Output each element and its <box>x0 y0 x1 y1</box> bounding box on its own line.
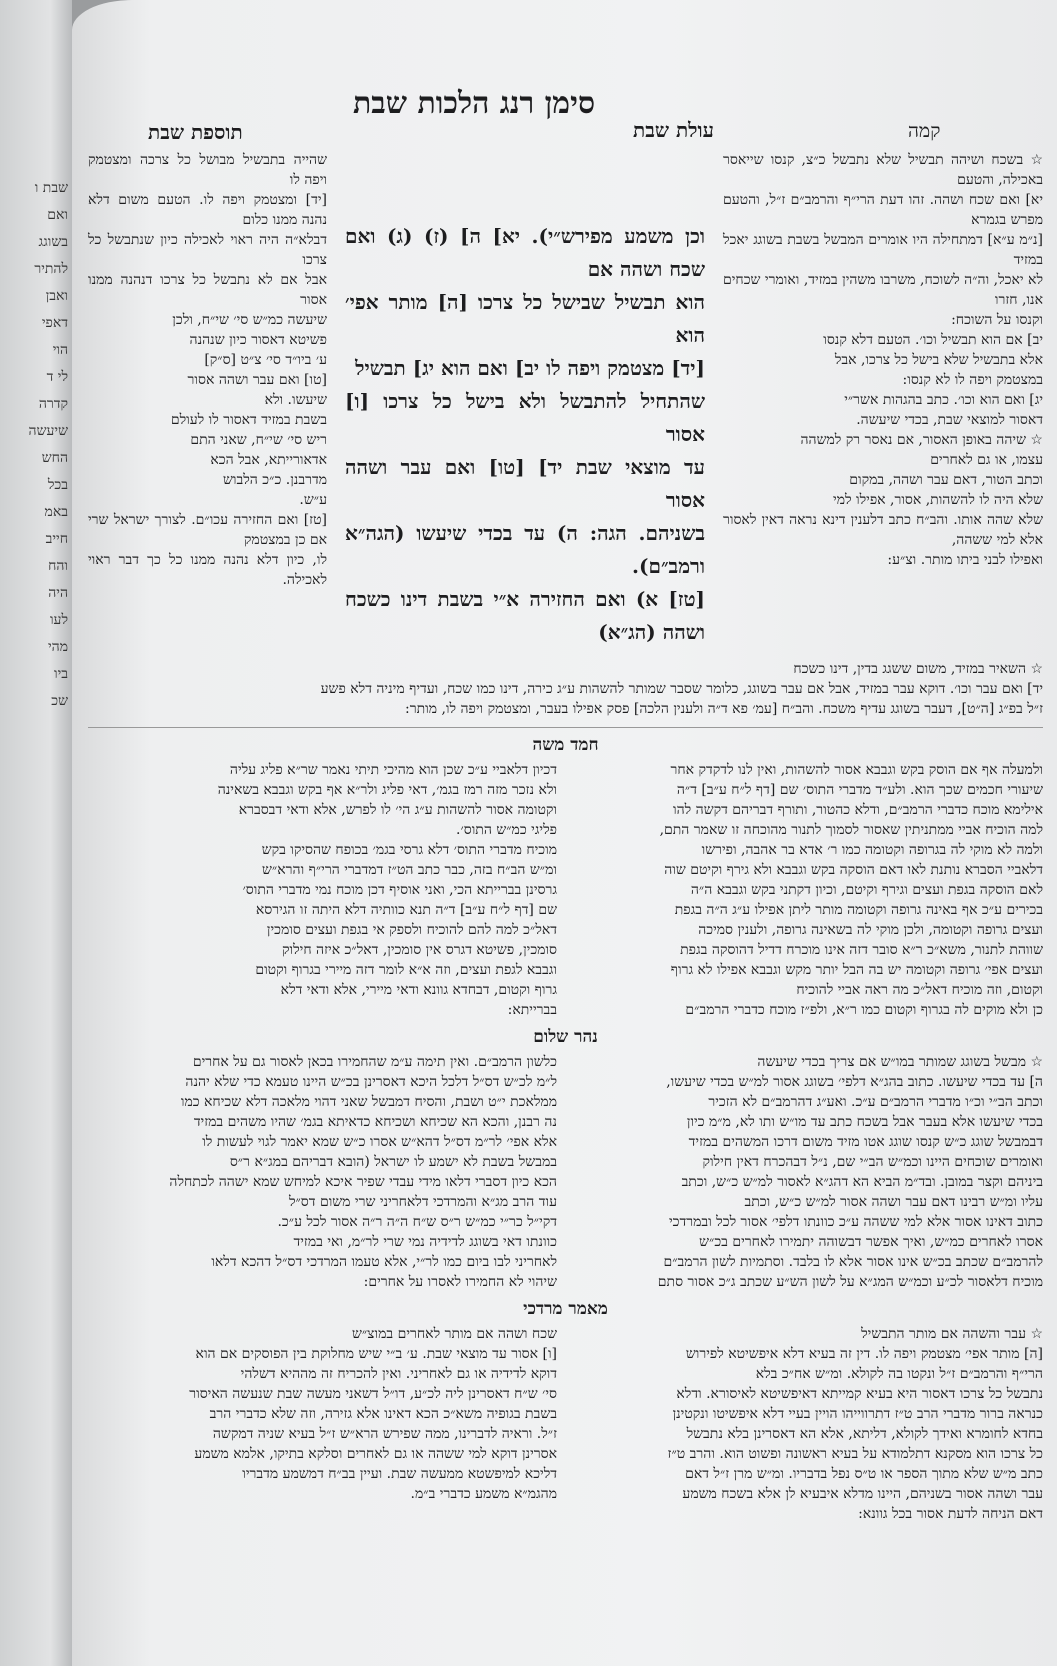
text-line: דאסור למוצאי שבת, בכדי שיעשה. <box>856 412 1043 428</box>
text-line: ואומרים שוכחים היינו וכמ״ש הב״י שם, נ״ל דבהכרח דאין חילוק <box>702 1154 1043 1170</box>
text-line: בכדי שיעשו אלא בעבר אבל בשכח כתב עד מו״ש ותו לא, מ״מ כיון <box>686 1114 1043 1130</box>
text-line: בכירים ע״כ אף באינה גרופה וקטומה מותר ליתן אפילו ע״ג ה״ה בגפת <box>674 902 1043 918</box>
chemed-moshe-right-column <box>575 760 1043 1020</box>
text-line: דקי״ל כר״י כמ״ש ר״ס ש״ח ה״ה ר״ה אסור לכל ע״כ. <box>277 1214 557 1230</box>
text-line: עבר ושהה אסור בשניהם, היינו מדלא איבעיא לן אלא בשכח משמע <box>682 1486 1043 1502</box>
text-line: ה] עד בכדי שיעשו. כתוב בהג״א דלפי׳ בשוגג אסור למ״ש בכדי שיעשו, <box>666 1074 1043 1090</box>
text-line: [ה] מותר אפי׳ מצטמק ויפה לו. דין זה בעיא דלא איפשיטא לפירוש <box>685 1346 1043 1362</box>
text-line: בברייתא: <box>507 1002 557 1018</box>
text-line: ומ״ש הב״ח בזה, כבר כתב הט״ז דמדברי הרי״ף והרא״ש <box>262 862 557 878</box>
text-line: ולמעלה אף אם הוסק בקש וגבבא אסור להשהות, ואין לנו לדקדק אחר <box>670 762 1043 778</box>
text-line: יא] ואם שכח ושהה. זהו דעת הרי״ף והרמב״ם ז״ל, והטעם מפרש בגמרא <box>723 192 1043 228</box>
text-line: שהייה בתבשיל מבושל כל צרכה ומצטמק ויפה לו <box>88 152 327 188</box>
text-line: סי׳ ש״ח דאסרינן ליה לכ״ע, דו״ל דשאני מעשה שבת שנעשה האיסור <box>189 1386 557 1402</box>
text-line: גרסינן בברייתא הכי, ואני אוסיף דכן מוכח נמי מדברי התוס׳ <box>242 882 557 898</box>
text-line: במבשל בשבת לא ישמע לו ישראל (הובא דבריהם במג״א ר״ס <box>229 1154 557 1170</box>
nahar-shalom-section <box>88 1052 1043 1292</box>
text-line: וכתב הטור, דאם עבר ושהה, במקום <box>849 472 1043 488</box>
main-text <box>345 220 705 649</box>
text-line: יב] אם הוא תבשיל וכו׳. הטעם דלא קנסו <box>823 332 1043 348</box>
text-line: ☆ עבר והשהה אם מותר התבשיל <box>861 1326 1043 1342</box>
text-line: מוכיח מדברי התוס׳ דלא גרסי בגמ׳ בכופח שהסיקו בקש <box>261 842 557 858</box>
previous-page-text <box>4 175 68 715</box>
text-line: דבמבשל שוגג כ״ש קנסו שוגג אטו מזיד משום דרכו המשהים במזיד <box>688 1134 1043 1150</box>
text-line: כן ולא מוקים לה בגרוף וקטום כמו ר״א, ולפ״ז מוכח כדברי הרמב״ם <box>685 1002 1043 1018</box>
text-line: ☆ השאיר במזיד, משום ששגג בדין, דינו כשכח <box>793 661 1043 677</box>
tosefet-shabbat-commentary <box>88 150 327 590</box>
maamar-mordechai-title: מאמר מרדכי <box>523 1299 608 1319</box>
text-line: דלאביי הסברא נותנת לאו דאם הוסקה בקש וגבבא ולא גירף וקיטם שוה <box>664 862 1043 878</box>
page-header <box>88 80 1043 150</box>
text-line: ז״ל בפ״ג [ה״ט], דעבר בשוגג עדיף משכח. והב״ח [עמ׳ פא ד״ה ולענין הלכה] פסק אפילו בעבר, ומצטמק ויפה לו, מותר: <box>405 701 1043 717</box>
page-content <box>88 80 1043 1524</box>
text-line: שיעורי חכמים שכך הוא. ולע״ד מדברי התוס׳ שם [דף ל״ח ע״ב] ד״ה <box>676 782 1043 798</box>
text-line: כל צרכו הוא מסקנא דתלמודא על בעיא ראשונה ופשוט הוא. והרב ט״ז <box>667 1446 1043 1462</box>
maamar-mordechai-left-column <box>89 1324 557 1504</box>
text-line: פשיטא דאסור כיון שנהנה <box>189 332 327 348</box>
text-line: בכל <box>47 477 68 493</box>
full-width-note <box>88 659 1043 719</box>
text-line: פליגי כמ״ש התוס׳. <box>456 822 557 838</box>
text-line: [יד] ומצטמק ויפה לו. הטעם משום דלא נהנה ממנו כלום <box>88 192 327 228</box>
text-line: וכתב הב״י וכ״ו מדברי הרמב״ם ע״כ. ואע״ג דהרמב״ם לא הזכיר <box>708 1094 1043 1110</box>
text-line: גרוף וקטום, דבחדא גוונא ודאי מיירי, אלא ודאי דלא <box>280 982 557 998</box>
text-line: בשבת בגופיה משא״כ הכא דאינו אלא גזירה, וזה שלא כדברי הרב <box>209 1406 557 1422</box>
text-line: ואם <box>47 207 68 223</box>
text-line: למה הוכיח אביי ממתניתין שאסור לסמוך לתנור מהוכחה זו שאמר התם, <box>659 822 1043 838</box>
text-line: לא יאכל, וה״ה לשוכח, משרבו משהין במזיד, ואומרי שכחים אנו, חזרו <box>723 272 1043 308</box>
text-line: דבלא״ה היה ראוי לאכילה כיון שנתבשל כל צרכו <box>88 232 327 268</box>
text-line: לו, כיון דלא נהנה ממנו כל כך דבר ראוי לאכילה. <box>88 552 327 588</box>
text-line: אילימא מוכח כדברי הרמב״ם, ודלא כהטור, ותורף דבריהם דקשה להו <box>673 802 1043 818</box>
text-line: ולא נזכר מזה רמז בגמ׳, דאי פליג ולר״א אף בקש וגבבא בשאינה <box>217 782 557 798</box>
text-line: [טז] א) ואם החזירה א״י בשבת דינו כשכח ושהה (הג״א) <box>345 587 705 644</box>
olat-shabbat-commentary <box>723 150 1043 570</box>
page-number: קמה <box>908 120 941 142</box>
text-line: וקטומה אסור להשהות ע״ג הי׳ לו לפרש, אלא ודאי דבסברא <box>238 802 557 818</box>
text-line: דכיון דלאביי ע״כ שכן הוא מהיכי תיתי נאמר שר״א פליג עליה <box>229 762 557 778</box>
text-line: שכ <box>51 693 68 709</box>
text-line: עליו ומ״ש רבינו דאם עבר ושהה אסור למ״ש כ״ש, וכתב <box>744 1194 1043 1210</box>
text-line: ממלאכת י״ט ושבת, והסיח דמבשל שאני דהוי מלאכה דלא שכיחא כמו <box>180 1094 557 1110</box>
text-line: בשוגג <box>38 234 68 250</box>
text-line: [ו] אסור עד מוצאי שבת. ע׳ ב״י שיש מחלוקת בין הפוסקים אם הוא <box>195 1346 557 1362</box>
text-line: ע׳ ביו״ד סי׳ צ״ט [ס״ק] <box>204 352 327 368</box>
text-line: [טו] ואם עבר ושהה אסור <box>187 372 327 388</box>
nahar-shalom-left-column <box>89 1052 557 1292</box>
text-line: ☆ שיהה באופן האסור, אם נאסר רק למשהה <box>800 432 1043 448</box>
text-line: היה <box>48 585 68 601</box>
text-line: לאחריני לבו ביום כמו לר״י, אלא טעמו המרדכי דס״ל דהכא דלאו <box>211 1254 557 1270</box>
nahar-shalom-right-column <box>575 1052 1043 1292</box>
left-commentary-title: תוספת שבת <box>148 120 243 144</box>
text-line: ביניהם וקצר במובן. ובד״מ הביא הא דהג״א לאסור למ״ש כ״ש, וכתב <box>681 1174 1043 1190</box>
text-line: בשניהם. הגה: ה) עד בכדי שיעשו (הגה״א ורמב״ם). <box>345 521 705 578</box>
text-line: אלא בתבשיל שלא בישל כל צרכו, אבל <box>834 352 1043 368</box>
divider <box>88 727 1043 728</box>
text-line: וכן משמע מפירש״י). יא] ה] (ז) (ג) ואם שכח ושהה אם <box>345 224 705 281</box>
text-line: שיעשה כמ״ש סי׳ שי״ח, ולכן <box>172 312 327 328</box>
text-line: עצמו, או גם לאחרים <box>930 452 1043 468</box>
text-line: אבל אם לא נתבשל כל צרכו דנהנה ממנו אסור <box>88 272 327 308</box>
text-line: הרי״ף והרמב״ם ז״ל ונקטו בה לקולא. ומ״ש אח״כ בלא <box>755 1366 1043 1382</box>
text-line: דליכא למיפשטא ממעשה שבת. ועיין בב״ח דמשמע מדבריו <box>242 1466 557 1482</box>
text-line: נתבשל כל צרכו דאסור היא בעיא קמייתא דאיפשיטא לאיסורא. ודלא <box>676 1386 1043 1402</box>
right-commentary-title: עולת שבת <box>633 118 714 142</box>
text-line: מהי <box>47 639 68 655</box>
chemed-moshe-left-column <box>89 760 557 1020</box>
text-line: שיעשו. ולא <box>264 392 327 408</box>
text-line: דאם הניחה לדעת אסור בכל גוונא: <box>858 1506 1043 1522</box>
text-line: כלשון הרמב״ם. ואין תימה ע״מ שהחמירו בכאן לאסור גם על אחרים <box>192 1054 557 1070</box>
text-line: יד] ואם עבר וכו׳. דוקא עבר במזיד, אבל אם עבר בשוגג, כלומר שסבר שמותר להשהות ע״ג כירה, דינו כמו שכח, ועדיף מיניה דלא פשע <box>320 681 1043 697</box>
maamar-mordechai-right-column <box>575 1324 1043 1524</box>
text-line: להתיר <box>34 261 68 277</box>
text-line: כנראה ברור מדברי הרב ט״ז דתרווייהו הויין בעיי דלא איפשיטו ונקטינן <box>672 1406 1043 1422</box>
text-line: ועצים אפי׳ גרופה וקטומה יש בה הבל יותר מקש וגבבא אפילו לא גרוף <box>670 962 1043 978</box>
text-line: שלא שהה אותו. והב״ח כתב דלענין דינא נראה דאין לאסור אלא למי ששהה, <box>723 512 1043 548</box>
text-line: ע״ש. <box>299 492 327 508</box>
chemed-moshe-title: חמד משה <box>532 735 599 755</box>
text-line: עוד הרב מג״א והמרדכי דלאחריני שרי משום דס״ל <box>288 1194 557 1210</box>
text-line: דוקא לדידיה או גם לאחריני. ואין להכריח זה מההיא דשלהי <box>240 1366 557 1382</box>
text-line: וקטום, וזה מוכיח דאל״כ מה ראה אביי להוכיח <box>796 982 1043 998</box>
text-line: שווהת לתנור, משא״כ ר״א סובר דזה אינו מוכרח דדיל דהוסקה בגפת <box>680 942 1043 958</box>
text-line: אסרינן דוקא למי ששהה או גם לאחרים וסלקא בתיקו, אלמא משמע <box>194 1446 557 1462</box>
text-line: [יד] מצטמק ויפה לו יב] ואם הוא יג] תבשיל <box>355 356 705 380</box>
text-line: כוונתו דאי בשוגג לדידיה נמי שרי לר״מ, ואי במזיד <box>293 1234 557 1250</box>
text-line: החש <box>41 450 68 466</box>
text-line: במצטמק ויפה לו לא קנסו: <box>902 372 1043 388</box>
text-line: ואבן <box>45 288 68 304</box>
text-line: שלא היה לו להשהות, אסור, אפילו למי <box>833 492 1043 508</box>
text-line: לאם הוסקה בגפת ועצים וגירף וקיטם, וכיון דקתני בקש וגבבא ה״ה <box>690 882 1043 898</box>
text-line: בשבת במזיד דאסור לו לעולם <box>170 412 327 428</box>
text-line: שיהוי לא החמירו לאסרו על אחרים: <box>363 1274 557 1290</box>
text-line: ל״מ לכ״ש דס״ל דלכל היכא דאסרינן בכ״ש היינו טעמא כדי שלא יהנה <box>185 1074 557 1090</box>
nahar-shalom-title: נהר שלום <box>533 1027 598 1047</box>
text-line: קדרה <box>38 396 68 412</box>
text-line: אדאורייתא, אבל הכא <box>210 452 327 468</box>
text-line: בחדא לחומרא ואידך לקולא, דליתא, אלא הא דאסרינן בלא נתבשל <box>686 1426 1043 1442</box>
text-line: וגבבא לגפת ועצים, וזה א״א לומר דזה מיירי בגרוף וקטום <box>255 962 557 978</box>
text-line: הכא כיון דסברי דלאו מידי עבדי שפיר איכא למיחש שמא ישהה לכתחלה <box>169 1174 557 1190</box>
text-line: שיעשה <box>28 423 68 439</box>
text-line: נה רבנן, והכא הא שכיחא ושכיחא כדאיתא בגמ׳ שהיו משהים במזיד <box>193 1114 557 1130</box>
text-line: [נ״מ ע״א] דמתחילה היו אומרים המבשל בשבת בשוגג יאכל במזיד <box>723 232 1043 268</box>
text-line: ולמה לא מוקי לה בגרופה וקטומה כמו ר׳ אדא בר אהבה, ופירשו <box>701 842 1043 858</box>
previous-page-edge <box>0 0 72 1666</box>
text-line: דאפי <box>41 315 68 331</box>
text-line: ואפילו לבני ביתו מותר. וצ״ע: <box>887 552 1043 568</box>
text-line: מוכיח דלאסור לכ״ע וכמ״ש המג״א על לשון הש״ע שכתב ג״כ אסור סתם <box>657 1274 1043 1290</box>
text-line: להרמב״ם שכתב בכ״ש אינו אסור אלא לו בלבד. וסתמיות לשון הרמב״ם <box>663 1254 1043 1270</box>
text-line: סומכין, פשיטא דגרס אין סומכין, דאל״כ איזה חילוק <box>282 942 557 958</box>
text-line: הוי <box>52 342 68 358</box>
text-line: שבת ו <box>34 180 68 196</box>
text-line: ז״ל. וראיה לדברינו, ממה שפירש הרא״ש ז״ל בעיא שניה דמקשה <box>212 1426 557 1442</box>
text-line: והח <box>48 558 68 574</box>
text-line: מהגמ״א משמע כדברי ב״מ. <box>410 1486 557 1502</box>
text-line: ריש סי׳ שי״ח, שאני התם <box>190 432 327 448</box>
text-line: יג] ואם הוא וכו׳. כתב בהגהות אשר״י <box>844 392 1043 408</box>
text-line: ☆ בשכח ושיהה תבשיל שלא נתבשל כ״צ, קנסו שייאסר באכילה, והטעם <box>723 152 1043 188</box>
chemed-moshe-section <box>88 760 1043 1020</box>
text-line: מדרבנן. כ״כ הלבוש <box>223 472 327 488</box>
text-line: לי ד <box>46 369 68 385</box>
text-line: שם [דף ל״ח ע״ב] ד״ה תנא כוותיה דלא היתה זו הגירסא <box>255 902 557 918</box>
text-line: ☆ מבשל בשוגג שמותר במו״ש אם צריך בכדי שיעשה <box>757 1054 1043 1070</box>
top-section <box>88 150 1043 649</box>
text-line: באמ <box>44 504 68 520</box>
text-line: אסרו לאחרים כמ״ש, ואיך אפשר דבשוהה יתמירו לאחרים בכ״ש <box>699 1234 1043 1250</box>
text-line: אלא אפי׳ לר״מ דס״ל דהא״ש אסרו כ״ש שמא יאמר לגוי לעשות לו <box>202 1134 557 1150</box>
text-line: ביו <box>54 666 68 682</box>
maamar-mordechai-section <box>88 1324 1043 1524</box>
text-line: הוא תבשיל שבישל כל צרכו [ה] מותר אפי׳ הוא <box>345 290 705 347</box>
text-line: כתוב דאינו אסור אלא למי ששהה ע״כ כוונתו דלפי׳ אסור לכל ובמרדכי <box>668 1214 1043 1230</box>
text-line: [טז] ואם החזירה עכו״ם. לצורך ישראל שרי אם כן במצטמק <box>88 512 327 548</box>
text-line: חייב <box>45 531 68 547</box>
text-line: עד מוצאי שבת יד] [טו] ואם עבר ושהה אסור <box>345 455 705 512</box>
text-line: וקנסו על השוכח: <box>951 312 1043 328</box>
text-line: שכח ושהה אם מותר לאחרים במוצ״ש <box>351 1326 557 1342</box>
text-line: כתב מ״ש שלא מתוך הספר או ט״ס נפל בדבריו. ומ״ש מרן ז״ל דאם <box>685 1466 1043 1482</box>
text-line: לעו <box>49 612 68 628</box>
text-line: ועצים גרופה וקטומה, ולכן מוקי לה בשאינה גרופה, ולענין סמיכה <box>698 922 1043 938</box>
text-line: שהתחיל להתבשל ולא בישל כל צרכו [ו] אסור <box>345 389 705 446</box>
text-line: דאל״כ למה להם להוכיח ולספק אי בגפת ועצים סומכין <box>266 922 557 938</box>
page-title: סימן רנג הלכות שבת <box>353 86 596 121</box>
